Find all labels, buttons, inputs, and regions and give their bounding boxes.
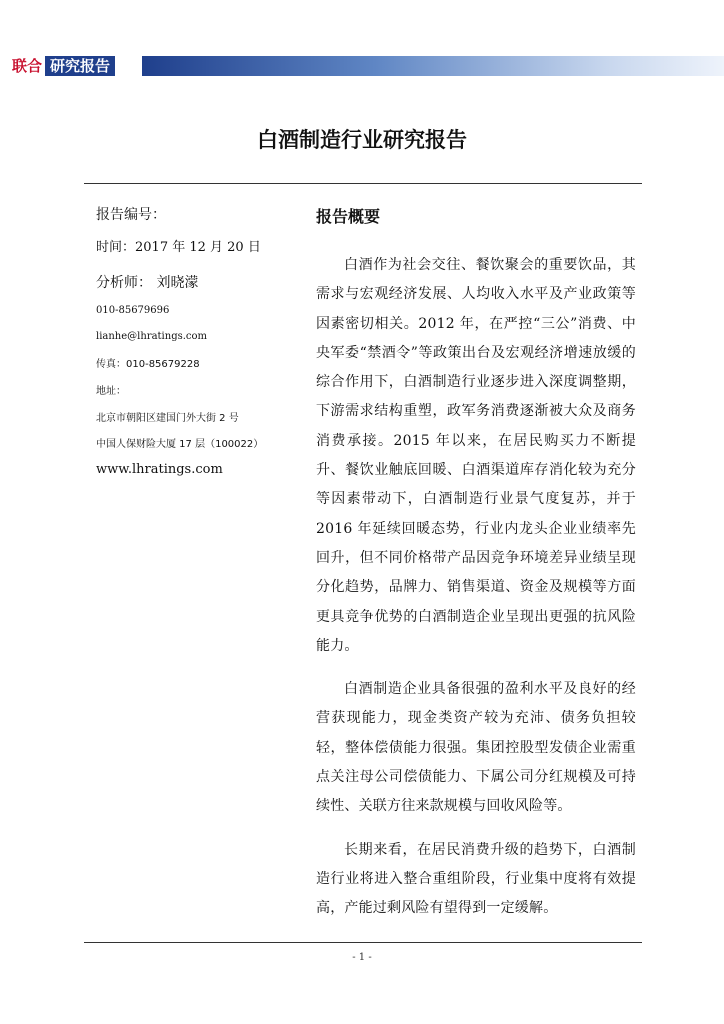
summary-paragraph-1: 白酒作为社会交往、餐饮聚会的重要饮品，其需求与宏观经济发展、人均收入水平及产业政策等因素密切相关。2012 年，在严控“三公”消费、中央军委“禁酒令”等政策出台及宏观经济增速放缓的综合作用下，白酒制造行业逐步进入深度调整期，下游需求结构重塑，政军务消费逐渐被大众及商务消费承接。2015 年以来，在居民购买力不断提升、餐饮业触底回暖、白酒渠道库存消化较为充分等因素带动下，白酒制造行业景气度复苏，并于 2016 年延续回暖态势，行业内龙头企业业绩率先回升，但不同价格带产品因竞争环境差异业绩呈现分化趋势，品牌力、销售渠道、资金及规模等方面更具竞争优势的白酒制造企业呈现出更强的抗风险能力。 (316, 257, 636, 654)
email-address: lianhe@lhratings.com (96, 331, 208, 342)
phone-number: 010-85679696 (96, 305, 170, 316)
header-gradient-strip (142, 56, 724, 76)
website-link[interactable]: www.lhratings.com (96, 462, 223, 477)
main-content (316, 205, 636, 924)
address-label: 地址： (96, 386, 126, 397)
analyst-name: 分析师： 刘晓濛 (96, 275, 199, 291)
brand-report-label: 研究报告 (45, 56, 115, 76)
bottom-divider (84, 942, 642, 943)
fax-number: 传真：010-85679228 (96, 359, 200, 370)
report-number-label: 报告编号： (96, 207, 166, 223)
page-number: - 1 - (352, 952, 372, 963)
brand-logo (12, 56, 115, 76)
top-divider (84, 183, 642, 184)
section-title-summary: 报告概要 (316, 207, 381, 226)
document-title: 白酒制造行业研究报告 (257, 128, 467, 152)
address-line-2: 中国人保财险大厦 17 层（100022） (96, 439, 264, 450)
header-bar (0, 56, 724, 76)
summary-paragraph-2: 白酒制造企业具备很强的盈利水平及良好的经营获现能力，现金类资产较为充沛、债务负担较轻，整体偿债能力很强。集团控股型发债企业需重点关注母公司偿债能力、下属公司分红规模及可持续性、关联方往来款规模与回收风险等。 (316, 681, 636, 815)
address-line-1: 北京市朝阳区建国门外大街 2 号 (96, 413, 239, 424)
summary-paragraph-3: 长期来看，在居民消费升级的趋势下，白酒制造行业将进入整合重组阶段，行业集中度将有效提高，产能过剩风险有望得到一定缓解。 (316, 841, 636, 917)
report-date: 时间：2017 年 12 月 20 日 (96, 240, 261, 255)
brand-name: 联合 (12, 57, 43, 75)
